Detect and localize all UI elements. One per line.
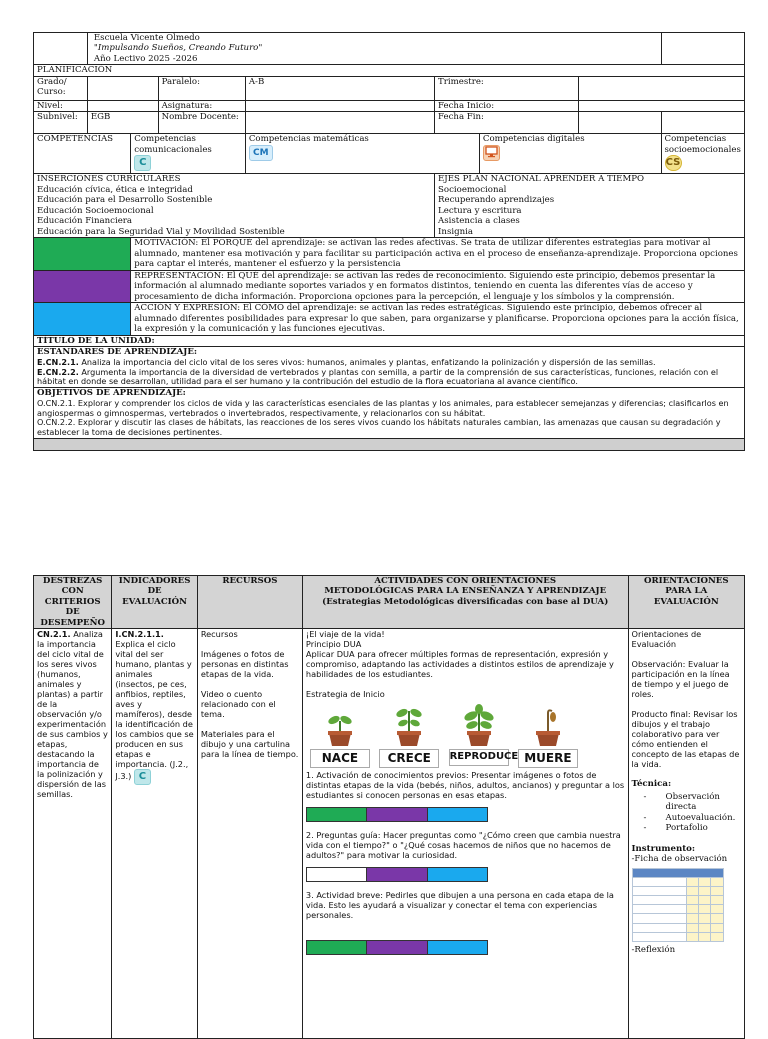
mini-cell bbox=[687, 887, 699, 896]
orient-producto: Producto final: Revisar los dibujos y el trabajo colaborativo para ver cómo entienden el concepto de las etapas de la vida. bbox=[631, 709, 740, 770]
recursos-title: Recursos bbox=[200, 629, 238, 640]
mini-cell bbox=[632, 887, 687, 896]
trimestre-label: Trimestre: bbox=[435, 76, 579, 100]
competencias-socioemocionales bbox=[661, 134, 745, 174]
instrumento-1: -Ficha de observación bbox=[631, 854, 728, 865]
paralelo-label: Paralelo: bbox=[158, 76, 245, 100]
grado-value bbox=[87, 76, 158, 100]
step-3: 3. Actividad breve: Pedirles que dibujen a una persona en cada etapa de la vida. Esto les ayudará a visualizar y conectar el tema con experiencias personales. bbox=[305, 890, 614, 921]
header-actividades-1: ACTIVIDADES CON ORIENTACIONES bbox=[374, 576, 557, 586]
dua-blue-swatch bbox=[34, 303, 131, 335]
estandar-1-text: Analiza la importancia del ciclo vital de los seres vivos: humanos, animales y plantas, enfatizando la polinización y dispersión de las semillas. bbox=[78, 356, 656, 367]
mini-cell bbox=[711, 923, 723, 932]
header-corner bbox=[661, 33, 745, 65]
subnivel-label: Subnivel: bbox=[34, 112, 88, 134]
stage-nace bbox=[310, 703, 370, 768]
competencias-matematicas bbox=[245, 134, 479, 174]
tecnica-item: - Autoevaluación. bbox=[644, 813, 741, 823]
mini-cell bbox=[711, 887, 723, 896]
eje-item: Asistencia a clases bbox=[438, 216, 520, 227]
bar-green bbox=[307, 808, 367, 821]
mini-cell bbox=[699, 887, 711, 896]
step-2: 2. Preguntas guía: Hacer preguntas como "¿Cómo creen que cambia nuestra vida con el tiempo?" o "¿Qué cosas hacemos de niños que no hacemos de adultos?" para motivar la curiosidad. bbox=[305, 830, 621, 861]
tecnica-item: - Portafolio bbox=[644, 823, 741, 833]
stage-muere bbox=[518, 703, 578, 768]
bar-blue bbox=[428, 868, 487, 881]
bar-green bbox=[307, 941, 367, 954]
ejes-title: EJES PLAN NACIONAL APRENDER A TIEMPO bbox=[438, 174, 645, 185]
stage-label: MUERE bbox=[518, 749, 578, 768]
comunicacionales-text: Competencias comunicacionales bbox=[134, 134, 212, 155]
mini-cell bbox=[632, 905, 687, 914]
estandares bbox=[34, 347, 745, 388]
insercion-item: Educación Financiera bbox=[37, 216, 133, 227]
actividad-intro: Aplicar DUA para ofrecer múltiples formas de representación, expresión y compromiso, adaptando las actividades a distintos estilos de aprendizaje y habilidades de los estudiantes. bbox=[305, 649, 614, 680]
mini-cell bbox=[699, 914, 711, 923]
mini-cell bbox=[711, 877, 723, 886]
orient-title: Orientaciones de Evaluación bbox=[631, 629, 702, 650]
stage-label: CRECE bbox=[379, 749, 439, 768]
destreza-text: Analiza la importancia del ciclo vital de los seres vivos (humanos, animales y plantas) a partir de la observación y/o experimentación de sus cambios y etapas, destacando la importancia de la polinización y dispersión de las semillas. bbox=[37, 629, 108, 800]
school-year: Año Lectivo 2025 -2026 bbox=[93, 53, 198, 64]
mini-cell bbox=[632, 896, 687, 905]
mini-cell bbox=[687, 923, 699, 932]
grado-label: Grado/ Curso: bbox=[34, 76, 88, 100]
recurso-item: Materiales para el dibujo y una cartulina para la línea de tiempo. bbox=[200, 729, 299, 760]
indicador-text: Explica el ciclo vital del ser humano, plantas y animales (insectos, pe ces, anfibios, reptiles, aves y mamíferos), desde la identificación de los cambios que se producen en sus etapas e importancia. (J.2., J.3.) bbox=[115, 639, 194, 782]
monitor-icon bbox=[485, 146, 498, 158]
planning-table bbox=[33, 32, 745, 451]
gray-separator bbox=[34, 439, 745, 451]
bar-purple bbox=[367, 868, 427, 881]
subnivel-value: EGB bbox=[87, 112, 158, 134]
dua-representacion: REPRESENTACIÓN: El QUÉ del aprendizaje: se activan las redes de reconocimiento. Siguiendo este principio, debemos presentar la información al alumnado mediante soportes variados y en formatos distintos, teniendo en cuenta las diferentes vías de acceso y procesamiento de dicha información. Proporciona opciones para la percepción, el lenguaje y los símbolos y la comprensión. bbox=[131, 270, 745, 302]
indicador-cell bbox=[112, 629, 198, 1039]
mini-header bbox=[632, 868, 723, 877]
matematicas-text: Competencias matemáticas bbox=[248, 134, 369, 145]
dua-color-bar bbox=[306, 867, 488, 882]
communication-icon: C bbox=[134, 155, 151, 171]
stage-reproduce bbox=[449, 703, 519, 768]
insercion-item: Educación para la Seguridad Vial y Movilidad Sostenible bbox=[37, 226, 285, 237]
bar-purple bbox=[367, 808, 427, 821]
destreza-cell bbox=[34, 629, 112, 1039]
tecnica-label: Técnica: bbox=[631, 779, 672, 790]
recurso-item: Video o cuento relacionado con el tema. bbox=[200, 689, 276, 720]
mini-cell bbox=[687, 877, 699, 886]
digitales-text: Competencias digitales bbox=[482, 134, 585, 145]
mini-cell bbox=[711, 896, 723, 905]
header-actividades bbox=[302, 576, 628, 629]
trimestre-value bbox=[579, 76, 745, 100]
insercion-item: Educación Socioemocional bbox=[37, 205, 154, 216]
plan-title: PLANIFICACIÓN bbox=[34, 65, 745, 76]
school-header bbox=[87, 33, 661, 65]
bar-white bbox=[307, 868, 367, 881]
asignatura-value bbox=[245, 100, 434, 111]
indicador-code: I.CN.2.1.1. bbox=[115, 629, 164, 640]
eje-item: Insignia bbox=[438, 226, 474, 237]
actividad-principio: Principio DUA bbox=[305, 639, 362, 650]
asignatura-label: Asignatura: bbox=[158, 100, 245, 111]
mini-cell bbox=[711, 914, 723, 923]
observation-sheet-thumbnail bbox=[632, 868, 724, 942]
school-motto: "Impulsando Sueños, Creando Futuro" bbox=[93, 43, 263, 54]
paralelo-value: A-B bbox=[245, 76, 434, 100]
tecnicas-list bbox=[632, 792, 741, 834]
mini-cell bbox=[632, 877, 687, 886]
objetivos-title: OBJETIVOS DE APRENDIZAJE: bbox=[37, 388, 186, 399]
dua-color-bar bbox=[306, 807, 488, 822]
nivel-value bbox=[87, 100, 158, 111]
estandar-1-code: E.CN.2.1. bbox=[37, 356, 79, 367]
fecha-inicio-value bbox=[579, 100, 745, 111]
stage-label: NACE bbox=[310, 749, 370, 768]
competencias-digitales bbox=[479, 134, 661, 174]
header-actividades-2: METODOLÓGICAS PARA LA ENSEÑANZA Y APRENDIZAJE bbox=[324, 586, 607, 597]
actividad-title: ¡El viaje de la vida! bbox=[305, 629, 385, 640]
eje-item: Socioemocional bbox=[438, 184, 507, 195]
math-icon: CM bbox=[249, 145, 273, 161]
inserciones-title: INSERCIONES CURRICULARES bbox=[37, 174, 181, 185]
stage-crece bbox=[379, 703, 439, 768]
header-destrezas: DESTREZAS CON CRITERIOS DE DESEMPEÑO bbox=[34, 576, 112, 629]
bar-blue bbox=[428, 808, 487, 821]
recursos-cell bbox=[197, 629, 302, 1039]
mini-cell bbox=[699, 896, 711, 905]
mini-cell bbox=[632, 923, 687, 932]
dua-accion: ACCIÓN Y EXPRESIÓN: El CÓMO del aprendizaje: se activan las redes estratégicas. Siguiendo este principio, debemos ofrecer al alumnado diferentes posibilidades para expresar lo que saben, para organizarse y planificarse. Proporciona opciones para la acción física, la expresión y la comunicación y las funciones ejecutivas. bbox=[131, 303, 745, 335]
bar-purple bbox=[367, 941, 427, 954]
header-orientaciones: ORIENTACIONES PARA LA EVALUACIÓN bbox=[628, 576, 744, 629]
instrumento-label: Instrumento: bbox=[631, 843, 696, 854]
mini-cell bbox=[711, 905, 723, 914]
mini-cell bbox=[711, 932, 723, 941]
mini-cell bbox=[687, 905, 699, 914]
objetivo-1: O.CN.2.1. Explorar y comprender los ciclos de vida y las características esenciales de las plantas y los animales, para establecer semejanzas y diferencias; clasificarlos en angiospermas o gimnospermas, vertebrados o invertebrados, respectivamente, y relacionarlos con su hábitat. bbox=[37, 397, 729, 418]
mini-cell bbox=[632, 932, 687, 941]
docente-value bbox=[245, 112, 434, 134]
dua-purple-swatch bbox=[34, 270, 131, 302]
eje-item: Recuperando aprendizajes bbox=[438, 195, 555, 206]
stage-label: REPRODUCE bbox=[449, 749, 509, 765]
inserciones-curriculares bbox=[34, 174, 435, 238]
growing-plant-icon bbox=[387, 703, 431, 747]
docente-label: Nombre Docente: bbox=[158, 112, 245, 134]
estandares-title: ESTANDARES DE APRENDIZAJE: bbox=[37, 347, 198, 358]
seedling-icon bbox=[318, 703, 362, 747]
orientaciones-cell bbox=[628, 629, 744, 1039]
mini-cell bbox=[699, 923, 711, 932]
life-cycle-illustration bbox=[310, 703, 578, 768]
school-name: Escuela Vicente Olmedo bbox=[93, 33, 200, 43]
mini-cell bbox=[687, 932, 699, 941]
fecha-fin-value bbox=[579, 112, 661, 134]
dua-color-bar bbox=[306, 940, 488, 955]
objetivo-2: O.CN.2.2. Explorar y discutir las clases de hábitats, las reacciones de los seres vivos cuando los hábitats naturales cambian, las amenazas que causan su degradación y establecer la toma de decisiones pertinentes. bbox=[37, 417, 721, 438]
orient-observacion: Observación: Evaluar la participación en la línea de tiempo y el juego de roles. bbox=[631, 659, 730, 700]
tecnica-item: - Observación directa bbox=[644, 792, 741, 813]
step-1: 1. Activación de conocimientos previos: Presentar imágenes o fotos de distintas etapas de la vida (bebés, niños, adultos, ancianos) y preguntar a los estudiantes si conocen personas en esas etapas. bbox=[305, 770, 625, 801]
mature-plant-icon bbox=[457, 703, 501, 747]
ejes-plan-nacional bbox=[435, 174, 745, 238]
fecha-fin-label: Fecha Fin: bbox=[435, 112, 579, 134]
insercion-item: Educación cívica, ética e integridad bbox=[37, 184, 193, 195]
estandar-2 bbox=[37, 368, 741, 388]
insercion-item: Educación para el Desarrollo Sostenible bbox=[37, 195, 213, 206]
estrategia-inicio: Estrategia de Inicio bbox=[305, 689, 385, 700]
fecha-inicio-label: Fecha Inicio: bbox=[435, 100, 579, 111]
header-actividades-3: (Estrategias Metodológicas diversificadas con base al DUA) bbox=[322, 596, 609, 607]
logo-cell bbox=[34, 33, 88, 65]
mini-cell bbox=[699, 932, 711, 941]
nivel-label: Nivel: bbox=[34, 100, 88, 111]
eje-item: Lectura y escritura bbox=[438, 205, 522, 216]
instrumento-2: -Reflexión bbox=[631, 944, 676, 955]
mini-cell bbox=[632, 914, 687, 923]
bar-blue bbox=[428, 941, 487, 954]
fecha-fin-extra bbox=[661, 112, 745, 134]
unidad-title: TÍTULO DE LA UNIDAD: bbox=[34, 335, 745, 346]
socioemotional-icon: CS bbox=[665, 155, 682, 171]
mini-cell bbox=[687, 896, 699, 905]
competencias-comunicacionales bbox=[131, 134, 246, 174]
actividades-cell bbox=[302, 629, 628, 1039]
estandar-2-text: Argumenta la importancia de la diversidad de vertebrados y plantas con semilla, a partir de la comprensión de sus características, funciones, relación con el hábitat en donde se desarrollan, utilidad para el ser humano y la contribución del estudio de la flora ecuatoriana al avance científico. bbox=[37, 366, 719, 387]
digital-icon bbox=[483, 145, 500, 161]
activities-table bbox=[33, 575, 745, 1039]
estandar-2-code: E.CN.2.2. bbox=[37, 366, 79, 377]
destreza-code: CN.2.1. bbox=[37, 629, 71, 640]
dua-motivacion: MOTIVACIÓN: El PORQUÉ del aprendizaje: se activan las redes afectivas. Se trata de utilizar diferentes estrategias para motivar al alumnado, mantener esa motivación y para facilitar su participación activa en el proceso de enseñanza-aprendizaje. Proporciona opciones para captar el interés, mantener el esfuerzo y la persistencia bbox=[131, 238, 745, 270]
wilted-plant-icon bbox=[526, 703, 570, 747]
mini-cell bbox=[699, 905, 711, 914]
objetivos bbox=[34, 388, 745, 439]
mini-cell bbox=[699, 877, 711, 886]
competencias-label: COMPETENCIAS bbox=[34, 134, 131, 174]
header-indicadores: INDICADORES DE EVALUACIÓN bbox=[112, 576, 198, 629]
dua-green-swatch bbox=[34, 238, 131, 270]
mini-cell bbox=[687, 914, 699, 923]
communication-icon: C bbox=[134, 769, 151, 785]
header-recursos: RECURSOS bbox=[197, 576, 302, 629]
socioemocionales-text: Competencias socioemocionales bbox=[664, 134, 741, 155]
recurso-item: Imágenes o fotos de personas en distintas etapas de la vida. bbox=[200, 649, 289, 680]
